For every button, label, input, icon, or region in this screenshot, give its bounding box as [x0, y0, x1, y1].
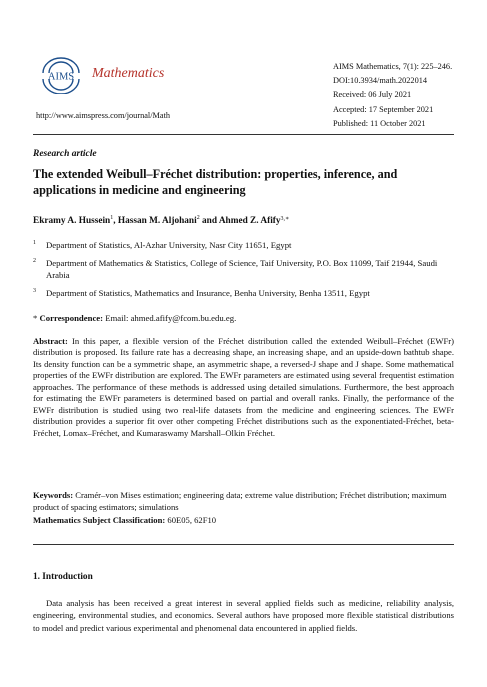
journal-url[interactable]: http://www.aimspress.com/journal/Math: [36, 111, 171, 120]
publication-info: [333, 60, 452, 131]
svg-text:AIMS: AIMS: [47, 71, 75, 83]
correspondence: [33, 313, 236, 323]
keywords: [33, 490, 454, 513]
journal-name: Mathematics: [92, 66, 165, 81]
msc-label: Mathematics Subject Classification:: [33, 515, 166, 525]
affiliation-text: Department of Statistics, Al-Azhar University, Nasr City 11651, Egypt: [46, 240, 292, 250]
affiliation-number: 2: [33, 258, 36, 264]
affiliation-number: 3: [33, 288, 36, 294]
affiliation-text: Department of Mathematics & Statistics, College of Science, Taif University, P.O. Box 11099, Taif 21944, Saudi Arabia: [46, 258, 438, 280]
pub-published: Published: 11 October 2021: [333, 118, 426, 128]
abstract-text: In this paper, a flexible version of the Fréchet distribution called the extended Weibull–Fréchet (EWFr) distribution is proposed. Its failure rate has a decreasing shape, an increasing shape, and an upside-down bathtub shape. Its density function can be a symmetric shape, an asymmetric shape, a reversed-J shape and J shape. Some mathematical properties of the EWFr distribution are explored. The EWFr parameters are estimated using several frequentist estimation approaches. The performance of these methods is addressed using detailed simulations. Furthermore, the best approach for estimating the EWFr parameters is determined based on partial and overall ranks. Finally, the performance of the EWFr distribution is studied using two real-life datasets from the medicine and engineering sciences. The EWFr distribution provides a superior fit over other competing Fréchet distributions such as the exponentiated-Fréchet, beta-Fréchet, Lomax–Fréchet, and Kumaraswamy Marshall–Olkin Fréchet.: [33, 336, 454, 438]
affiliation-number: 1: [33, 240, 36, 246]
author-name: Ekramy A. Hussein: [33, 216, 111, 226]
keywords-label: Keywords:: [33, 490, 74, 500]
abstract-rule: [33, 544, 454, 545]
affiliation: [33, 239, 454, 251]
msc-text: 60E05, 62F10: [167, 515, 217, 525]
introduction-text: Data analysis has been received a great interest in several applied fields such as medicine, reliability analysis, engineering, environmental studies, and economics. Several authors have proposed more flexible statistical distributions to model and predict various experimental and phenomenal data encountered in applied fields.: [33, 598, 454, 633]
pub-doi[interactable]: DOI:10.3934/math.2022014: [333, 76, 428, 86]
author-list: Ekramy A. Hussein$^1$, Hassan M. Aljohani$^2$ and Ahmed Z. Afify$^{3,∗}$: [33, 215, 290, 226]
article-type: Research article: [33, 149, 97, 159]
pub-received: Received: 06 July 2021: [333, 90, 412, 100]
correspondence-star: *: [33, 313, 38, 323]
affiliation: [33, 257, 454, 281]
abstract: [33, 336, 454, 439]
subject-classification: [33, 515, 216, 525]
header-rule: [33, 134, 454, 135]
section-heading: 1. Introduction: [33, 572, 93, 582]
affiliation: [33, 287, 454, 299]
keywords-text: Cramér–von Mises estimation; engineering data; extreme value distribution; Fréchet distribution; maximum product of spacing estimators; simulations: [33, 490, 447, 512]
introduction-paragraph: [33, 597, 454, 634]
author-name: Hassan M. Aljohani: [117, 216, 197, 226]
pub-citation: AIMS Mathematics, 7(1): 225–246.: [333, 62, 453, 71]
correspondence-email[interactable]: Email: ahmed.afify@fcom.bu.edu.eg.: [105, 313, 237, 323]
author-affil-mark: 3,∗: [280, 216, 290, 222]
aims-logo: [37, 54, 85, 94]
author-name: Ahmed Z. Afify: [218, 216, 281, 226]
author-affil-mark: 2: [196, 215, 200, 221]
correspondence-label: Correspondence:: [39, 313, 104, 323]
paper-title: The extended Weibull–Fréchet distribution: properties, inference, and applications in medicine and engineering: [33, 167, 398, 197]
abstract-label: Abstract:: [33, 336, 68, 346]
author-affil-mark: 1: [110, 215, 114, 221]
affiliation-text: Department of Statistics, Mathematics and Insurance, Benha University, Benha 13511, Egypt: [46, 288, 370, 298]
pub-accepted: Accepted: 17 September 2021: [333, 104, 434, 114]
